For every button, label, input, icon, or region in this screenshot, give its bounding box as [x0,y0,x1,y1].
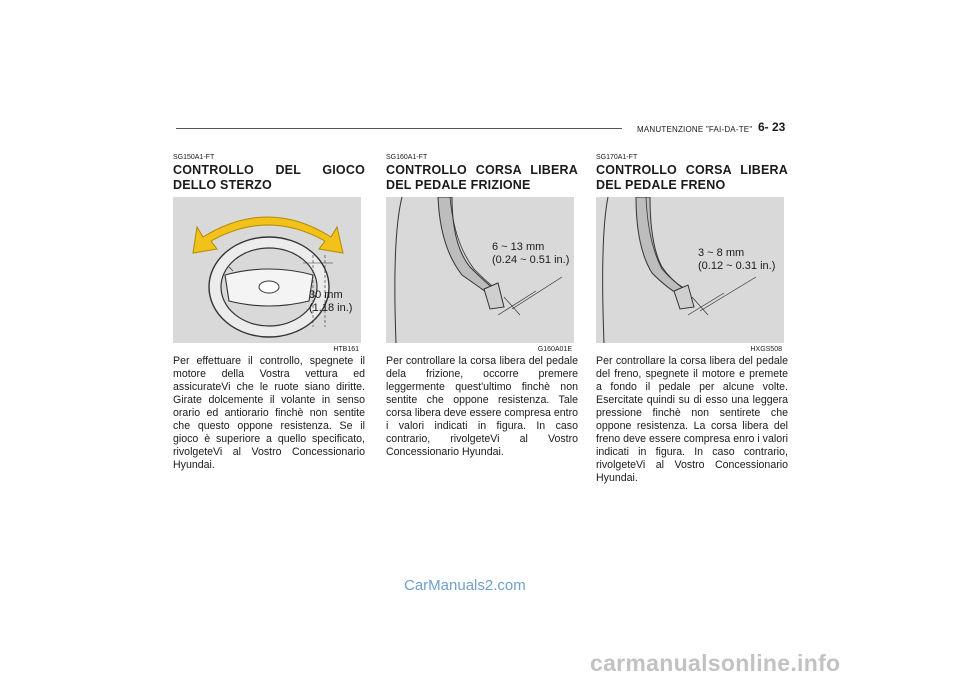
steering-wheel-illustration [173,197,361,343]
section-title: CONTROLLO CORSA LIBERA DEL PEDALE FRENO [596,163,788,192]
figure-label-line1: 30 mm [309,289,343,301]
section-code: SG160A1-FT [386,154,428,161]
section-title: CONTROLLO DEL GIOCO DELLO STERZO [173,163,365,192]
figure-label-line1: 3 ~ 8 mm [698,247,745,259]
figure-label-line1: 6 ~ 13 mm [492,241,545,253]
page-number: 6- 23 [758,120,786,134]
clutch-pedal-figure [386,197,574,353]
section-title: CONTROLLO CORSA LIBERA DEL PEDALE FRIZIONE [386,163,578,192]
section-header: MANUTENZIONE "FAI-DA-TE" [637,125,753,134]
figure-code: G160A01E [537,346,572,353]
section-steering-play [173,154,365,472]
carmanualsonline-watermark: carmanualsonline.info [590,650,841,676]
section-brake-free-play [596,154,788,485]
figure-label [309,289,352,315]
section-text: Per controllare la corsa libera del pedale dela frizione, occorre premere leggermente quest'ultimo finchè non sentite che oppone resistenza. Tale corsa libera deve essere compresa entro i valori indicati in figura. In caso contrario, rivolgeteVi al Vostro Concessionario Hyundai. [386,355,578,458]
section-text: Per effettuare il controllo, spegnete il motore della Vostra vettura ed assicurateVi che le ruote siano diritte. Girate dolcemente il volante in senso orario ed antiorario finchè non sentite che questo oppone resistenza. Se il gioco è superiore a quello specificato, rivolgeteVi al Vostro Concessionario Hyundai. [173,355,365,471]
figure-label [492,241,569,267]
section-clutch-free-play [386,154,578,459]
figure-code: HXGS508 [750,346,782,353]
brake-pedal-figure [596,197,784,353]
section-code: SG150A1-FT [173,154,215,161]
figure-label-line2: (0.24 ~ 0.51 in.) [492,254,570,266]
clutch-pedal-illustration [386,197,574,343]
figure-label [698,247,775,273]
section-text: Per controllare la corsa libera del pedale del freno, spegnete il motore e premete a fondo il pedale per alcune volte. Esercitate quindi su di esso una leggera pressione finchè non sentirete che oppone resistenza. La corsa libera del freno deve essere compresa enro i valori indicati in figura. In caso contrario, rivolgeteVi al Vostro Concessionario Hyundai. [596,355,788,484]
figure-label-line2: (1.18 in.) [309,302,353,314]
section-code: SG170A1-FT [596,154,638,161]
header-rule [176,128,622,129]
carmanuals2-watermark[interactable]: CarManuals2.com [404,577,526,594]
steering-wheel-figure [173,197,361,353]
figure-code: HTB161 [333,346,359,353]
figure-label-line2: (0.12 ~ 0.31 in.) [698,260,776,272]
